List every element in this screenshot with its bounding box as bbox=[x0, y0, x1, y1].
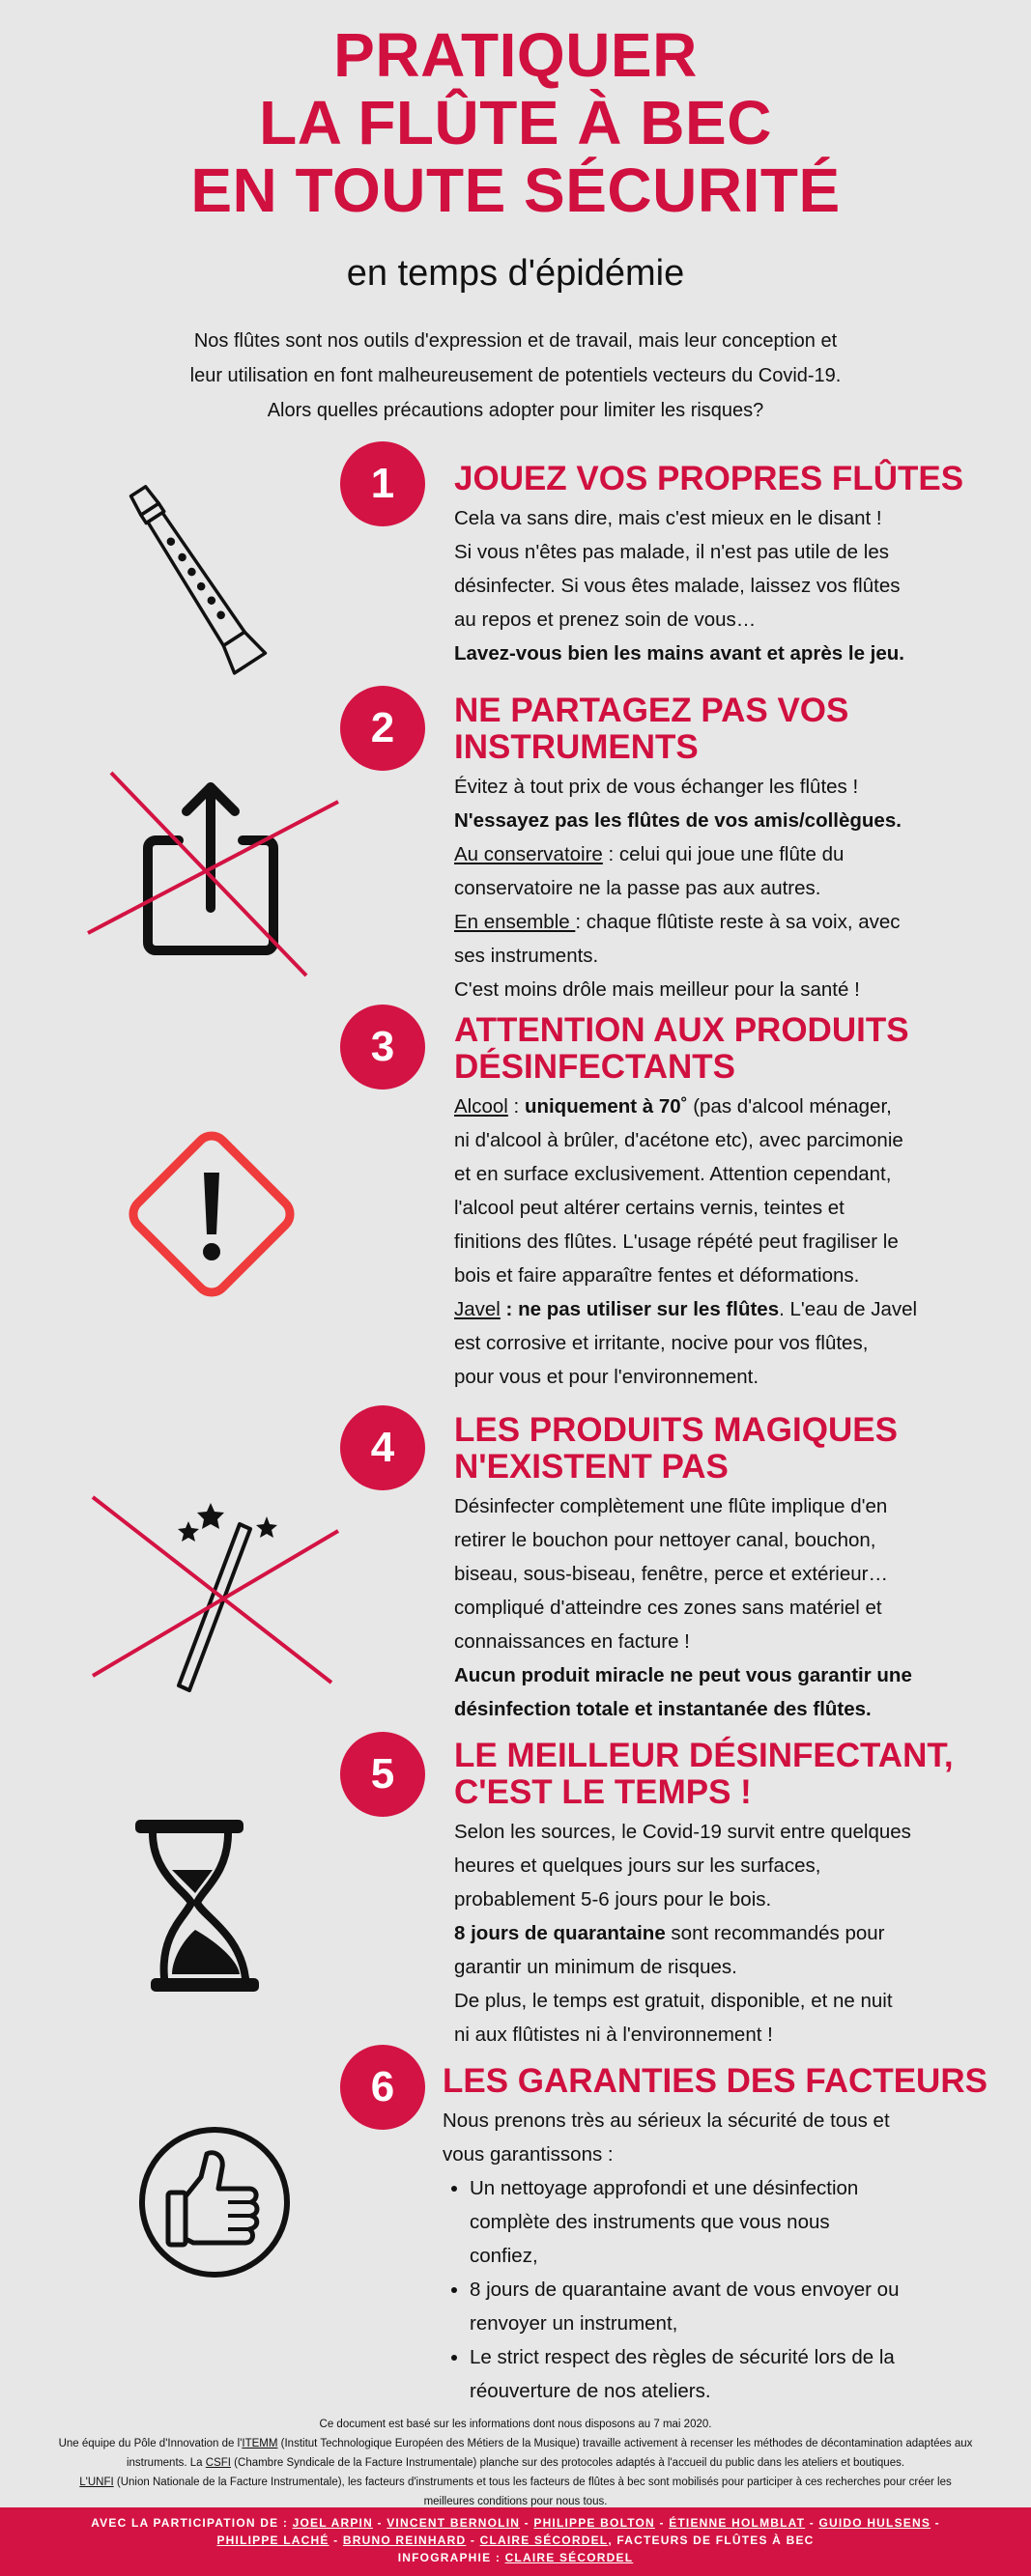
text-line: bois et faire apparaître fentes et déformations. bbox=[454, 1264, 860, 1287]
section-title bbox=[454, 1412, 995, 1486]
section-1 bbox=[454, 461, 995, 670]
text-span-bold: uniquement à 70˚ bbox=[524, 1095, 688, 1118]
text-line: Si vous n'êtes pas malade, il n'est pas utile de les bbox=[454, 541, 889, 563]
section-title-line: DÉSINFECTANTS bbox=[454, 1048, 736, 1086]
credits-line-1 bbox=[0, 2514, 1031, 2532]
warning-diamond-icon bbox=[120, 1122, 303, 1306]
text-line: C'est moins drôle mais meilleur pour la santé ! bbox=[454, 978, 860, 1001]
recorder-flute-icon bbox=[104, 470, 288, 691]
itemm-link[interactable]: ITEMM bbox=[242, 2438, 278, 2449]
section-title bbox=[454, 1012, 995, 1086]
list-item bbox=[470, 2273, 1013, 2340]
unfi-link[interactable]: L'UNFI bbox=[79, 2477, 114, 2488]
text-line: est corrosive et irritante, nocive pour vos flûtes, bbox=[454, 1332, 869, 1354]
text-line-bold: N'essayez pas les flûtes de vos amis/collègues. bbox=[454, 809, 902, 832]
text-span: (Chambre Syndicale de la Facture Instrumentale) planche sur des protocoles adaptés à l'accueil du public dans les ateliers et boutiques. bbox=[230, 2457, 905, 2469]
section-3 bbox=[454, 1012, 995, 1394]
section-number-badge: 6 bbox=[340, 2045, 425, 2130]
small-print-line bbox=[0, 2434, 1031, 2453]
intro-paragraph bbox=[77, 324, 954, 428]
section-title-line: ATTENTION AUX PRODUITS bbox=[454, 1011, 909, 1049]
section-title-line: LES PRODUITS MAGIQUES bbox=[454, 1411, 898, 1449]
text-span: instruments. La bbox=[126, 2457, 206, 2469]
credit-name-link[interactable]: GUIDO HULSENS bbox=[818, 2516, 931, 2530]
text-span: (Union Nationale de la Facture Instrumentale), les facteurs d'instruments et tous les facteurs de flûtes à bec sont mobilisés pour participer à ces recherches pour créer les bbox=[113, 2477, 952, 2488]
infographie-label: INFOGRAPHIE : bbox=[397, 2551, 505, 2564]
list-item bbox=[470, 2340, 1013, 2408]
credits-line-2 bbox=[0, 2532, 1031, 2549]
javel-label: Javel bbox=[454, 1298, 501, 1320]
text-line: au repos et prenez soin de vous… bbox=[454, 609, 757, 631]
text-line: vous garantissons : bbox=[443, 2143, 614, 2166]
text-span-bold: 8 jours de quarantaine bbox=[454, 1922, 666, 1944]
section-number-badge: 1 bbox=[340, 441, 425, 526]
text-span: : chaque flûtiste reste à sa voix, avec bbox=[575, 911, 901, 933]
credit-name-link[interactable]: BRUNO REINHARD bbox=[342, 2534, 467, 2547]
text-line: compliqué d'atteindre ces zones sans matériel et bbox=[454, 1597, 882, 1619]
guarantee-list bbox=[443, 2171, 1013, 2408]
section-title bbox=[443, 2063, 1013, 2100]
list-item-line: renvoyer un instrument, bbox=[470, 2312, 678, 2335]
page-subtitle: en temps d'épidémie bbox=[346, 253, 685, 294]
separator: - bbox=[654, 2516, 670, 2530]
text-line: Nous prenons très au sérieux la sécurité de tous et bbox=[443, 2109, 890, 2132]
separator: - bbox=[931, 2516, 940, 2530]
text-line: désinfecter. Si vous êtes malade, laissez vos flûtes bbox=[454, 575, 901, 597]
section-title bbox=[454, 1738, 995, 1811]
section-6 bbox=[443, 2063, 1013, 2408]
small-print-line bbox=[0, 2473, 1031, 2492]
list-item bbox=[470, 2171, 1013, 2273]
magic-wand-crossed-icon bbox=[85, 1468, 346, 1700]
csfi-link[interactable]: CSFI bbox=[205, 2457, 231, 2469]
list-item-line: complète des instruments que vous nous bbox=[470, 2211, 830, 2233]
section-2 bbox=[454, 693, 995, 1006]
text-span: sont recommandés pour bbox=[665, 1922, 885, 1944]
text-span: (Institut Technologique Européen des Métiers de la Musique) travaille activement à recenser les méthodes de décontamination adaptées aux bbox=[277, 2438, 973, 2449]
credit-name-link[interactable]: JOEL ARPIN bbox=[292, 2516, 373, 2530]
intro-line: leur utilisation en font malheureusement de potentiels vecteurs du Covid-19. bbox=[189, 365, 842, 386]
alcool-label: Alcool bbox=[454, 1095, 508, 1118]
text-line: De plus, le temps est gratuit, disponible, et ne nuit bbox=[454, 1990, 893, 2012]
list-item-line: • Le strict respect des règles de sécurité lors de la bbox=[470, 2346, 895, 2368]
credit-name-link[interactable]: ÉTIENNE HOLMBLAT bbox=[669, 2516, 806, 2530]
list-item-line: confiez, bbox=[470, 2245, 538, 2267]
section-number-badge: 4 bbox=[340, 1405, 425, 1490]
text-line: l'alcool peut altérer certains vernis, teintes et bbox=[454, 1197, 845, 1219]
text-line: et en surface exclusivement. Attention cependant, bbox=[454, 1163, 892, 1185]
text-line-bold: désinfection totale et instantanée des flûtes. bbox=[454, 1698, 872, 1720]
intro-line: Alors quelles précautions adopter pour limiter les risques? bbox=[267, 400, 764, 421]
title-line-1: PRATIQUER bbox=[333, 20, 698, 90]
text-line: finitions des flûtes. L'usage répété peut fragiliser le bbox=[454, 1231, 899, 1253]
text-line: Selon les sources, le Covid-19 survit entre quelques bbox=[454, 1821, 911, 1843]
text-span: (pas d'alcool ménager, bbox=[687, 1095, 892, 1118]
section-title-line: LES GARANTIES DES FACTEURS bbox=[443, 2062, 988, 2100]
credit-name-link[interactable]: CLAIRE SÉCORDEL bbox=[479, 2534, 609, 2547]
text-line: Évitez à tout prix de vous échanger les flûtes ! bbox=[454, 776, 859, 798]
separator: - bbox=[329, 2534, 343, 2547]
list-item-line: réouverture de nos ateliers. bbox=[470, 2380, 711, 2402]
list-item-line: • 8 jours de quarantaine avant de vous envoyer ou bbox=[470, 2279, 900, 2301]
hourglass-icon bbox=[128, 1816, 263, 1997]
text-line: heures et quelques jours sur les surfaces, bbox=[454, 1854, 821, 1877]
text-line bbox=[454, 1292, 995, 1326]
title-line-3: EN TOUTE SÉCURITÉ bbox=[190, 156, 841, 225]
text-line: ni aux flûtistes ni à l'environnement ! bbox=[454, 2024, 773, 2046]
text-span: . L'eau de Javel bbox=[779, 1298, 918, 1320]
credits-suffix: , FACTEURS DE FLÛTES À BEC bbox=[608, 2534, 815, 2547]
text-line: garantir un minimum de risques. bbox=[454, 1956, 737, 1978]
credit-name-link[interactable]: PHILIPPE BOLTON bbox=[533, 2516, 655, 2530]
intro-line: Nos flûtes sont nos outils d'expression et de travail, mais leur conception et bbox=[193, 330, 838, 352]
text-line: Cela va sans dire, mais c'est mieux en le disant ! bbox=[454, 507, 882, 529]
small-print-line: meilleures conditions pour nous tous. bbox=[423, 2496, 608, 2507]
title-line-2: LA FLÛTE À BEC bbox=[259, 88, 772, 157]
text-line bbox=[454, 1090, 995, 1123]
section-number-badge: 3 bbox=[340, 1005, 425, 1090]
section-title-line: INSTRUMENTS bbox=[454, 728, 699, 766]
text-line-bold: Aucun produit miracle ne peut vous garantir une bbox=[454, 1664, 912, 1686]
section-title-line: C'EST LE TEMPS ! bbox=[454, 1773, 752, 1811]
separator: - bbox=[520, 2516, 534, 2530]
separator: - bbox=[372, 2516, 387, 2530]
text-line bbox=[454, 837, 995, 871]
section-title-line: JOUEZ VOS PROPRES FLÛTES bbox=[454, 460, 964, 497]
text-span-bold: : ne pas utiliser sur les flûtes bbox=[500, 1298, 780, 1320]
text-line: biseau, sous-biseau, fenêtre, perce et extérieur… bbox=[454, 1563, 888, 1585]
conservatoire-label: Au conservatoire bbox=[454, 843, 603, 865]
section-5 bbox=[454, 1738, 995, 2052]
section-title-line: N'EXISTENT PAS bbox=[454, 1448, 729, 1486]
ensemble-label: En ensemble bbox=[454, 911, 576, 933]
text-line: Désinfecter complètement une flûte implique d'en bbox=[454, 1495, 888, 1517]
page-title bbox=[0, 21, 1031, 224]
text-line-bold: Lavez-vous bien les mains avant et après le jeu. bbox=[454, 642, 904, 665]
text-line bbox=[454, 1916, 995, 1950]
text-span: Une équipe du Pôle d'Innovation de l' bbox=[58, 2438, 243, 2449]
credits-footer bbox=[0, 2507, 1031, 2576]
section-title bbox=[454, 693, 995, 766]
text-line bbox=[454, 905, 995, 939]
share-crossed-icon bbox=[82, 763, 343, 985]
credit-name-link[interactable]: VINCENT BERNOLIN bbox=[387, 2516, 521, 2530]
text-line: pour vous et pour l'environnement. bbox=[454, 1366, 759, 1388]
text-line: conservatoire ne la passe pas aux autres. bbox=[454, 877, 821, 899]
section-4 bbox=[454, 1412, 995, 1726]
section-number-badge: 2 bbox=[340, 686, 425, 771]
text-line: retirer le bouchon pour nettoyer canal, bouchon, bbox=[454, 1529, 876, 1551]
text-span: : celui qui joue une flûte du bbox=[602, 843, 845, 865]
separator: - bbox=[466, 2534, 480, 2547]
text-span: : bbox=[507, 1095, 525, 1118]
small-print-line: Ce document est basé sur les informations dont nous disposons au 7 mai 2020. bbox=[319, 2419, 712, 2430]
separator: - bbox=[805, 2516, 819, 2530]
section-number-badge: 5 bbox=[340, 1732, 425, 1817]
text-line: connaissances en facture ! bbox=[454, 1630, 690, 1653]
credit-name-link[interactable]: CLAIRE SÉCORDEL bbox=[504, 2551, 634, 2564]
list-item-line: • Un nettoyage approfondi et une désinfection bbox=[470, 2177, 859, 2199]
section-title-line: LE MEILLEUR DÉSINFECTANT, bbox=[454, 1737, 954, 1774]
section-title bbox=[454, 461, 995, 497]
credit-name-link[interactable]: PHILIPPE LACHÉ bbox=[216, 2534, 329, 2547]
text-line: probablement 5-6 jours pour le bois. bbox=[454, 1888, 772, 1911]
text-line: ses instruments. bbox=[454, 945, 599, 967]
credits-prefix: AVEC LA PARTICIPATION DE : bbox=[91, 2516, 293, 2530]
thumbs-up-icon bbox=[135, 2123, 294, 2281]
small-print-line bbox=[0, 2453, 1031, 2473]
small-print bbox=[0, 2415, 1031, 2511]
text-line: ni d'alcool à brûler, d'acétone etc), avec parcimonie bbox=[454, 1129, 903, 1151]
credits-line-3 bbox=[0, 2549, 1031, 2566]
section-title-line: NE PARTAGEZ PAS VOS bbox=[454, 692, 849, 729]
